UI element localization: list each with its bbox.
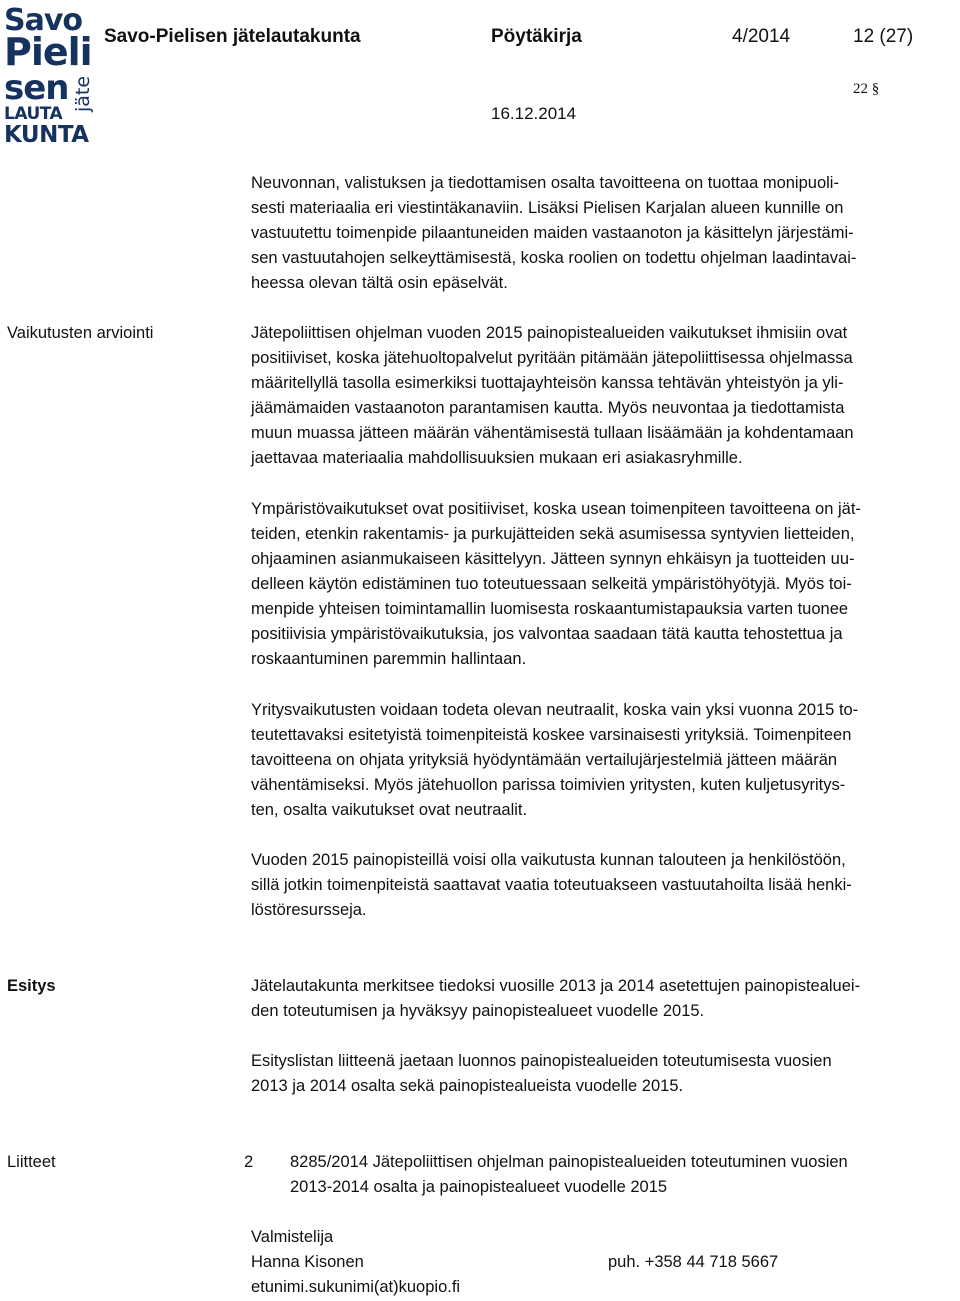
text-line: teiden, etenkin rakentamis- ja purkujätteiden sekä asumisessa syntyvien lietteiden, xyxy=(251,525,855,543)
document-type: Pöytäkirja xyxy=(491,26,582,47)
text-line: Neuvonnan, valistuksen ja tiedottamisen osalta tavoitteena on tuottaa monipuoli- xyxy=(251,174,839,192)
text-line: Jätelautakunta merkitsee tiedoksi vuosille 2013 ja 2014 asetettujen painopistealuei- xyxy=(251,977,861,995)
logo-line-sen: sen xyxy=(4,68,69,108)
text-line: tavoitteena on ohjata yrityksiä hyödyntämään vertailujärjestelmiä jätteen määrän xyxy=(251,751,838,769)
impact-human-paragraph xyxy=(251,321,951,471)
text-line: muun muassa jätteen määrän vähentämisestä tullaan lisäämään ja kohdentamaan xyxy=(251,424,854,442)
text-line: määritellyllä tasolla esimerkiksi tuottajayhteisön kanssa tehtävän yhteistyön ja yli- xyxy=(251,374,844,392)
text-line: jäämämaiden vastaanoton parantamisen kautta. Myös neuvontaa ja tiedottamista xyxy=(251,399,845,417)
preparer-name: Hanna Kisonen xyxy=(251,1253,364,1271)
text-line: heessa olevan tältä osin epäselvät. xyxy=(251,274,508,292)
text-line: 2013-2014 osalta ja painopistealueet vuodelle 2015 xyxy=(290,1178,668,1196)
text-line: Yritysvaikutusten voidaan todeta olevan neutraalit, koska vain yksi vuonna 2015 to- xyxy=(251,701,859,719)
proposal-label: Esitys xyxy=(7,977,56,995)
proposal-attachment-paragraph xyxy=(251,1049,951,1099)
text-line: roskaantuminen paremmin hallintaan. xyxy=(251,650,527,668)
issue-number: 4/2014 xyxy=(732,26,791,47)
impact-municipal-paragraph xyxy=(251,848,951,923)
logo-line-lauta: LAUTA xyxy=(4,104,63,124)
logo-line-kunta: KUNTA xyxy=(4,122,89,148)
text-line: menpide yhteisen toimintamallin luomisesta roskaantumistapauksia varten tuonee xyxy=(251,600,849,618)
text-line: Esityslistan liitteenä jaetaan luonnos painopistealueiden toteutumisesta vuosien xyxy=(251,1052,832,1070)
text-line: positiivisia ympäristövaikutuksia, jos valvontaa saadaan tätä kautta tehostettua ja xyxy=(251,625,843,643)
text-line: positiiviset, koska jätehuoltopalvelut pyritään pitämään jätepoliittisessa ohjelmassa xyxy=(251,349,853,367)
text-line: teutettavaksi esitetyistä toimenpiteistä koskee varsinaisesti yrityksiä. Toimenpiteen xyxy=(251,726,852,744)
text-line: sillä jotkin toimenpiteistä saattavat vaatia toteutuakseen vastuutahoilta lisää henki- xyxy=(251,876,852,894)
text-line: sen vastuutahojen selkeyttämisestä, koska roolien on todettu ohjelman laadintavai- xyxy=(251,249,857,267)
text-line: sesti materiaalia eri viestintäkanaviin. Lisäksi Pielisen Karjalan alueen kunnille on xyxy=(251,199,844,217)
section-number: 22 § xyxy=(853,81,880,97)
proposal-paragraph xyxy=(251,974,951,1024)
logo-line-pieli: Pieli xyxy=(4,30,92,74)
attachment-description xyxy=(290,1150,950,1200)
text-line: Ympäristövaikutukset ovat positiiviset, koska usean toimenpiteen tavoitteena on jät- xyxy=(251,500,861,518)
text-line: löstöresursseja. xyxy=(251,901,367,919)
text-line: ohjaaminen asianmukaiseen käsittelyyn. Jätteen synnyn ehkäisyn ja tuotteiden uu- xyxy=(251,550,855,568)
impact-environment-paragraph xyxy=(251,497,951,672)
organization-name: Savo-Pielisen jätelautakunta xyxy=(104,26,361,47)
text-line: vähentämiseksi. Myös jätehuollon parissa toimivien yritysten, kuten kuljetusyritys- xyxy=(251,776,846,794)
impact-business-paragraph xyxy=(251,698,951,823)
text-line: jaettavaa materiaalia mahdollisuuksien mukaan eri asiakasryhmille. xyxy=(251,449,743,467)
text-line: vastuutettu toimenpide pilaantuneiden maiden vastaanoton ja käsittelyn järjestämi- xyxy=(251,224,854,242)
logo-vertical-text: jäte xyxy=(72,75,94,112)
text-line: 8285/2014 Jätepoliittisen ohjelman painopistealueiden toteutuminen vuosien xyxy=(290,1153,848,1171)
text-line: Jätepoliittisen ohjelman vuoden 2015 painopistealueiden vaikutukset ihmisiin ovat xyxy=(251,324,848,342)
text-line: delleen käytön edistäminen tuo toteutuessaan selkeitä ympäristöhyötyjä. Myös toi- xyxy=(251,575,852,593)
text-line: Vuoden 2015 painopisteillä voisi olla vaikutusta kunnan talouteen ja henkilöstöön, xyxy=(251,851,846,869)
text-line: 2013 ja 2014 osalta sekä painopistealueista vuodelle 2015. xyxy=(251,1077,684,1095)
text-line: ten, osalta vaikutukset ovat neutraalit. xyxy=(251,801,528,819)
page-number: 12 (27) xyxy=(853,26,914,47)
preparer-phone: puh. +358 44 718 5667 xyxy=(608,1253,779,1271)
logo-line-savo: Savo xyxy=(4,3,83,38)
attachment-number: 2 xyxy=(244,1153,254,1171)
attachments-label: Liitteet xyxy=(7,1153,56,1171)
text-line: den toteutumisen ja hyväksyy painopistealueet vuodelle 2015. xyxy=(251,1002,705,1020)
preparer-label: Valmistelija xyxy=(251,1228,334,1246)
organization-logo xyxy=(4,4,94,152)
meeting-date: 16.12.2014 xyxy=(491,104,577,123)
intro-paragraph xyxy=(251,171,951,296)
preparer-email: etunimi.sukunimi(at)kuopio.fi xyxy=(251,1278,461,1296)
impact-assessment-label: Vaikutusten arviointi xyxy=(7,324,154,342)
